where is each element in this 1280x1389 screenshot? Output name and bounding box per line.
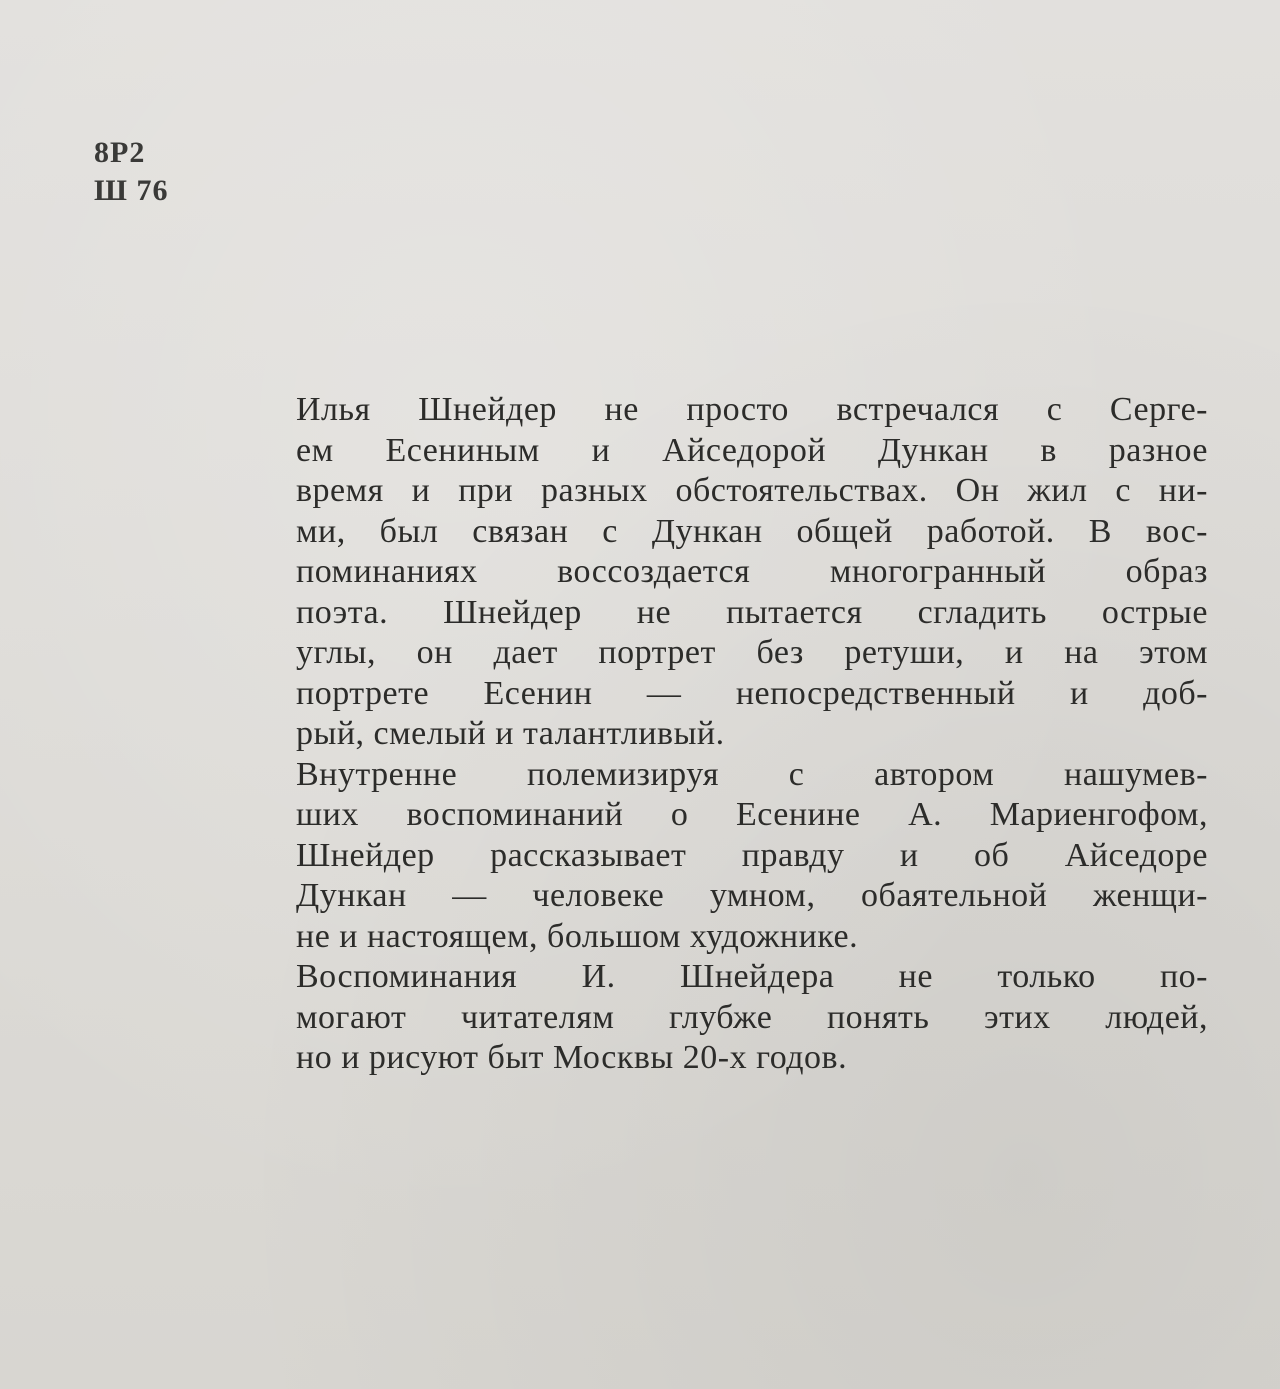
library-classification-code	[94, 134, 168, 210]
text-line: ших воспоминаний о Есенине А. Мариенгофом,	[296, 796, 1208, 833]
text-line: углы, он дает портрет без ретуши, и на этом	[296, 634, 1208, 671]
annotation-text	[296, 390, 1208, 1079]
author-mark: Ш 76	[94, 174, 169, 207]
text-line: портрете Есенин — непосредственный и доб-	[296, 674, 1208, 712]
text-line: рый, смелый и талантливый.	[296, 715, 725, 752]
text-line: Шнейдер рассказывает правду и об Айседоре	[296, 836, 1208, 874]
text-line: но и рисуют быт Москвы 20-х годов.	[296, 1039, 848, 1076]
text-line: Илья Шнейдер не просто встречался с Серге-	[296, 391, 1208, 428]
text-line: ми, был связан с Дункан общей работой. В вос-	[296, 512, 1208, 550]
text-line: Внутренне полемизируя с автором нашумев-	[296, 755, 1208, 793]
paragraph-2	[296, 755, 1208, 958]
paragraph-3	[296, 957, 1208, 1079]
text-line: не и настоящем, большом художнике.	[296, 917, 859, 955]
text-line: могают читателям глубже понять этих людей,	[296, 998, 1208, 1036]
paragraph-1	[296, 390, 1208, 755]
text-line: Дункан — человеке умном, обаятельной женщи-	[296, 877, 1208, 914]
text-line: время и при разных обстоятельствах. Он жил с ни-	[296, 472, 1208, 509]
text-line: поминаниях воссоздается многогранный образ	[296, 553, 1208, 590]
classification-index: 8Р2	[94, 136, 146, 169]
text-line: ем Есениным и Айседорой Дункан в разное	[296, 431, 1208, 469]
text-line: Воспоминания И. Шнейдера не только по-	[296, 958, 1208, 995]
text-line: поэта. Шнейдер не пытается сгладить острые	[296, 593, 1208, 631]
